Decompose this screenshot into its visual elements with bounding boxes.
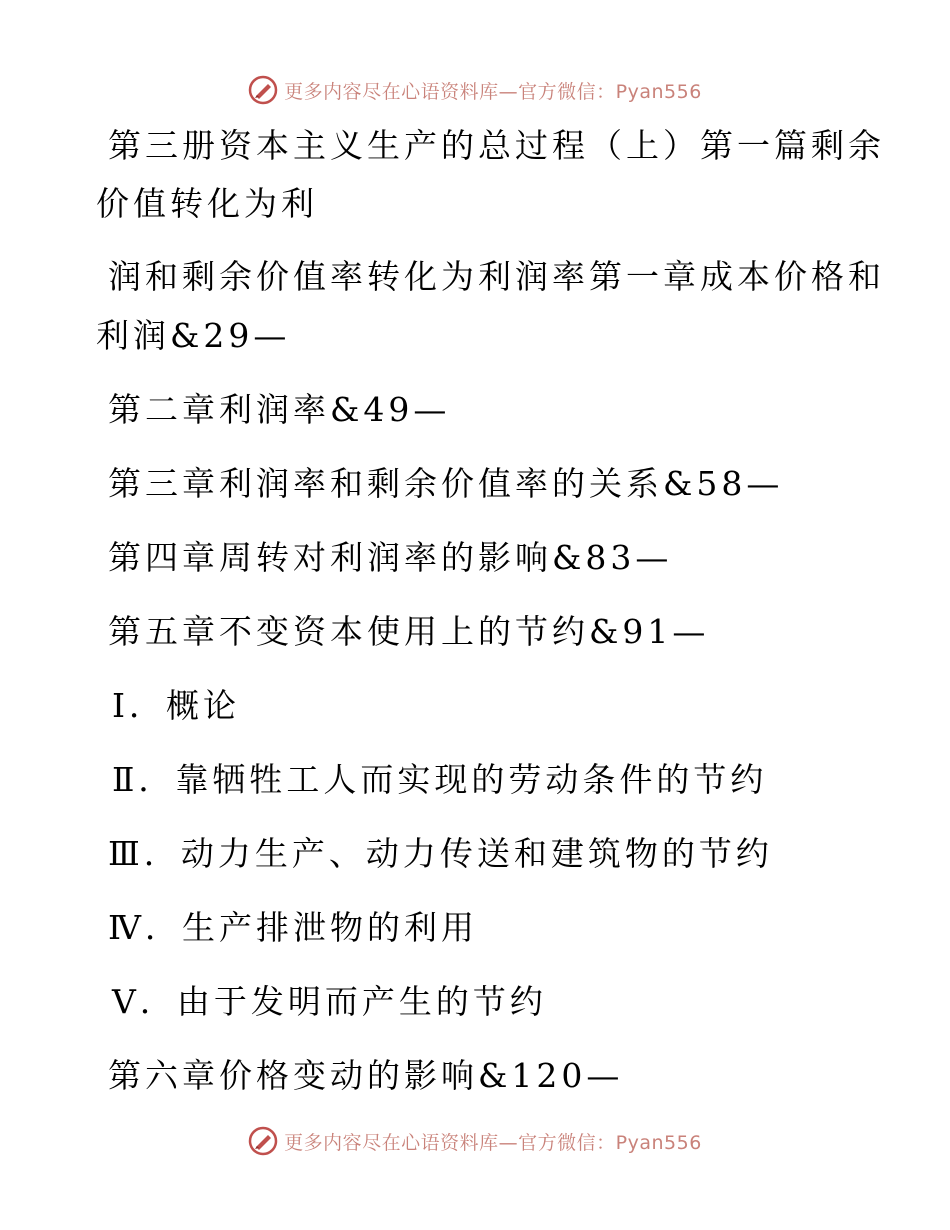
text-line: 第五章不变资本使用上的节约&91— [108, 612, 710, 651]
text-line: 第二章利润率&49— [108, 390, 451, 429]
quill-seal-icon [248, 1126, 278, 1156]
footer-watermark-banner [0, 1121, 950, 1161]
text-line: 第六章价格变动的影响&120— [108, 1056, 624, 1095]
text-line: 第三册资本主义生产的总过程（上）第一篇剩余 [108, 126, 885, 165]
text-line: Ⅳ．生产排泄物的利用 [108, 908, 478, 947]
watermark-text: 更多内容尽在心语资料库—官方微信：Pyan556 [284, 80, 702, 103]
text-line: 第四章周转对利润率的影响&83— [108, 538, 673, 577]
watermark-text: 更多内容尽在心语资料库—官方微信：Pyan556 [284, 1131, 702, 1154]
text-line: Ⅰ．概论 [112, 686, 241, 725]
text-line: Ⅱ．靠牺牲工人而实现的劳动条件的节约 [112, 760, 768, 799]
text-line: Ⅴ．由于发明而产生的节约 [112, 982, 547, 1021]
text-line: 利润&29— [96, 316, 291, 355]
text-line: Ⅲ．动力生产、动力传送和建筑物的节约 [108, 834, 773, 873]
text-line: 润和剩余价值率转化为利润率第一章成本价格和 [108, 257, 885, 296]
text-line: 价值转化为利 [96, 184, 318, 223]
text-line: 第三章利润率和剩余价值率的关系&58— [108, 464, 784, 503]
